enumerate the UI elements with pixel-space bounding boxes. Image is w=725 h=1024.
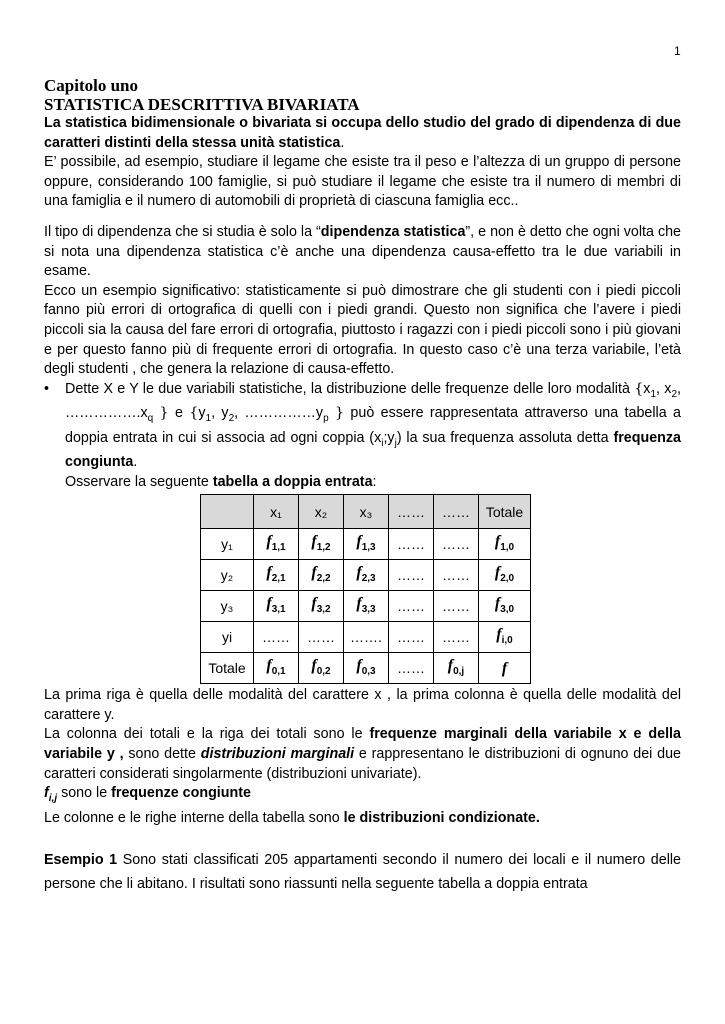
example-1-paragraph: Esempio 1 Sono stati classificati 205 appartamenti secondo il numero dei locali e il numero delle persone che li abitano. I risultati sono riassunti nella seguente tabella a doppia entrata bbox=[44, 852, 681, 893]
row-label-cell: y₁ bbox=[201, 529, 254, 560]
significant-example-paragraph: Ecco un esempio significativo: statisticamente si può dimostrare che gli studenti con i piedi piccoli fanno più errori di ortografica di quelli con i piedi grandi. Questo non significa che l’avere i piedi piccoli sia la causa del fare errori di ortografia, piuttosto i ragazzi con i piedi piccoli sono i più giovani e per questo fanno più di frequente errori di ortografia. In questo caso c’è una terza variabile, l’età degli studenti , che genera la relazione di causa-effetto. bbox=[44, 282, 681, 378]
table-cell: $f_{1,1}$ bbox=[254, 529, 299, 560]
table-header-cell: …… bbox=[389, 495, 434, 529]
table-row bbox=[201, 529, 531, 560]
table-header-cell: x₁ bbox=[254, 495, 299, 529]
row-label-cell: Totale bbox=[201, 653, 254, 684]
table-header-cell: …… bbox=[434, 495, 479, 529]
marginal-paragraph: La colonna dei totali e la riga dei totali sono le frequenze marginali della variabile x e della variabile y , sono dette distribuzioni marginali e rappresentano le distribuzioni di ognuno dei due caratteri considerati singolarmente (distribuzioni univariate). bbox=[44, 726, 682, 782]
conditional-line: Le colonne e le righe interne della tabella sono le distribuzioni condizionate. bbox=[44, 809, 540, 826]
table-header-cell: x₂ bbox=[299, 495, 344, 529]
table-cell: …… bbox=[389, 653, 434, 684]
row-label-cell: y₂ bbox=[201, 560, 254, 591]
table-header-cell: x₃ bbox=[344, 495, 389, 529]
table-cell: $f_{2,1}$ bbox=[254, 560, 299, 591]
table-header-cell: Totale bbox=[479, 495, 531, 529]
table-cell: …… bbox=[434, 622, 479, 653]
table-cell: …… bbox=[389, 622, 434, 653]
table-header-cell bbox=[201, 495, 254, 529]
row-label-cell: y₃ bbox=[201, 591, 254, 622]
joint-frequencies-line: $f_{i,j}$ sono le frequenze congiunte bbox=[44, 785, 251, 805]
dependence-paragraph: Il tipo di dipendenza che si studia è solo la “dipendenza statistica”, e non è detto che ogni volta che si nota una dipendenza statistica c’è anche una dipendenza causa-effetto tra le due variabili in esame. bbox=[44, 223, 681, 280]
marginal-distributions-term: distribuzioni marginali bbox=[200, 746, 355, 763]
table-cell: $f_{i,0}$ bbox=[479, 622, 531, 653]
table-cell: …… bbox=[434, 560, 479, 591]
table-row bbox=[201, 622, 531, 653]
bullet-item bbox=[44, 380, 681, 493]
bullet-symbol: • bbox=[44, 380, 50, 397]
row-label-cell: yi bbox=[201, 622, 254, 653]
dependence-term: dipendenza statistica bbox=[320, 223, 466, 240]
table-row bbox=[201, 653, 531, 684]
table-cell: $f_{3,0}$ bbox=[479, 591, 531, 622]
table-cell: …… bbox=[254, 622, 299, 653]
table-cell: $f_{2,0}$ bbox=[479, 560, 531, 591]
table-cell: …… bbox=[389, 529, 434, 560]
table-cell: …… bbox=[434, 529, 479, 560]
example-label: Esempio 1 bbox=[44, 852, 118, 869]
example-paragraph: E’ possibile, ad esempio, studiare il legame che esiste tra il peso e l’altezza di un gruppo di persone oppure, considerando 100 famiglie, si può studiare il legame che esiste tra il numero di membri di una famiglia e il numero di automobili di proprietà di ciascuna famiglia ecc.. bbox=[44, 154, 681, 210]
table-row bbox=[201, 591, 531, 622]
table-cell: $f_{0,1}$ bbox=[254, 653, 299, 684]
first-row-paragraph: La prima riga è quella delle modalità del carattere x , la prima colonna è quella delle modalità del carattere y. bbox=[44, 687, 681, 723]
table-cell: $f_{0,2}$ bbox=[299, 653, 344, 684]
page-number: 1 bbox=[674, 44, 681, 58]
table-header-row bbox=[201, 495, 531, 529]
table-cell: …… bbox=[434, 591, 479, 622]
intro-bold-text: La statistica bidimensionale o bivariata si occupa dello studio del grado di dipendenza di due caratteri distinti della stessa unità statistica bbox=[44, 115, 681, 151]
frequenza-congiunta-term: frequenza congiunta bbox=[65, 429, 681, 471]
table-cell: $f_{0,3}$ bbox=[344, 653, 389, 684]
table-cell: ……. bbox=[344, 622, 389, 653]
table-cell: …… bbox=[299, 622, 344, 653]
double-entry-table bbox=[200, 494, 531, 684]
table-row bbox=[201, 560, 531, 591]
table-cell: f bbox=[479, 653, 531, 684]
table-cell: …… bbox=[389, 560, 434, 591]
intro-paragraph: La statistica bidimensionale o bivariata si occupa dello studio del grado di dipendenza di due caratteri distinti della stessa unità statistica. bbox=[44, 115, 681, 151]
table-cell: …… bbox=[389, 591, 434, 622]
table-cell: $f_{3,3}$ bbox=[344, 591, 389, 622]
table-intro: Osservare la seguente tabella a doppia entrata: bbox=[65, 473, 377, 490]
chapter-heading: Capitolo uno bbox=[44, 76, 138, 95]
table-cell: $f_{1,3}$ bbox=[344, 529, 389, 560]
table-cell: $f_{3,2}$ bbox=[299, 591, 344, 622]
table-cell: $f_{1,2}$ bbox=[299, 529, 344, 560]
table-cell: $f_{0,j}$ bbox=[434, 653, 479, 684]
table-cell: $f_{3,1}$ bbox=[254, 591, 299, 622]
marginal-frequencies-term: frequenze marginali della variabile x e della variabile y , bbox=[44, 726, 681, 763]
page-title: STATISTICA DESCRITTIVA BIVARIATA bbox=[44, 95, 360, 114]
table-cell: $f_{1,0}$ bbox=[479, 529, 531, 560]
table-cell: $f_{2,2}$ bbox=[299, 560, 344, 591]
document-body bbox=[44, 76, 681, 896]
table-cell: $f_{2,3}$ bbox=[344, 560, 389, 591]
bullet-text: Dette X e Y le due variabili statistiche, la distribuzione delle frequenze delle loro modalità {$x_1$, $x_2$, $\dots\dots\dots\dots\dots.x_q$ } e {$y_1$, $y_2$, $\dots\dots\dots\dots\dots y_p$ } può essere rappresentata attraverso una tabella a doppia entrata in cui si associa ad ogni coppia $(x_i;y_j)$ la sua frequenza assoluta detta frequenza congiunta. bbox=[65, 380, 681, 471]
